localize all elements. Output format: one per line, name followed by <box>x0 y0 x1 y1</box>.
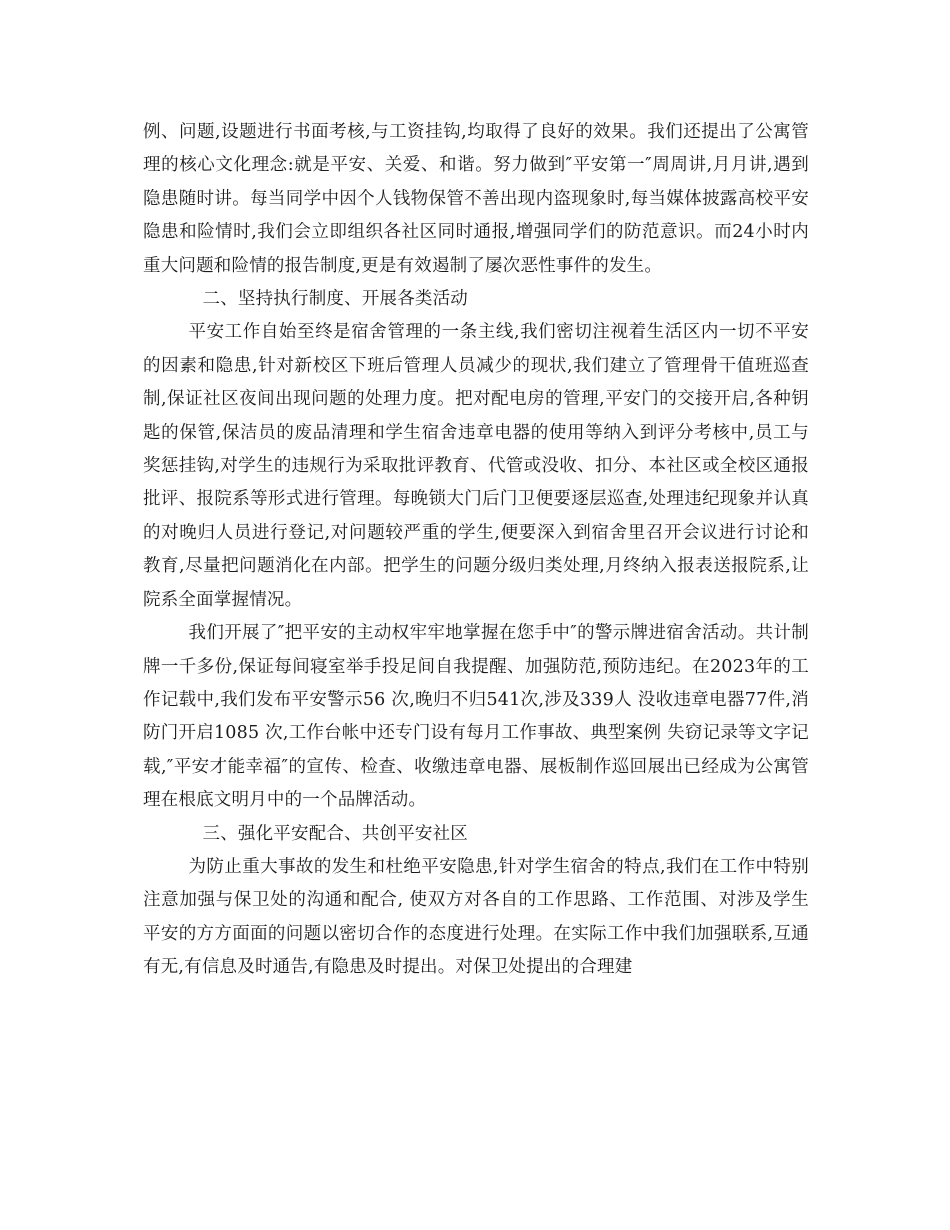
document-body <box>143 116 809 985</box>
section-heading-3: 三、强化平安配合、共创平安社区 <box>202 823 468 844</box>
section-heading-2: 二、坚持执行制度、开展各类活动 <box>202 289 468 310</box>
paragraph-rules-enforcement: 平安工作自始至终是宿舍管理的一条主线,我们密切注视着生活区内一切不平安的因素和隐患,针对新校区下班后管理人员减少的现状,我们建立了管理骨干值班巡查制,保证社区夜间出现问题的处理力度。把对配电房的管理,平安门的交接开启,各种钥匙的保管,保洁员的废品清理和学生宿舍违章电器的使用等纳入到评分考核中,员工与奖惩挂钩,对学生的违规行为采取批评教育、代管或没收、扣分、本社区或全校区通报批评、报院系等形式进行管理。每晚锁大门后门卫便要逐层巡查,处理违纪现象并认真的对晚归人员进行登记,对问题较严重的学生,便要深入到宿舍里召开会议进行讨论和教育,尽量把问题消化在内部。把学生的问题分级归类处理,月终纳入报表送报院系,让院系全面掌握情况。 <box>143 322 809 610</box>
paragraph-warning-sign-activity: 我们开展了″把平安的主动权牢牢地掌握在您手中″的警示牌进宿舍活动。共计制牌一千多份,保证每间寝室举手投足间自我提醒、加强防范,预防违纪。在2023年的工作记载中,我们发布平安警示56 次,晚归不归541次,涉及339人 没收违章电器77件,消防门开启1085 次,工作台帐中还专门设有每月工作事故、典型案例 失窃记录等文字记载,″平安才能幸福″的宣传、检查、收缴违章电器、展板制作巡回展出已经成为公寓管理在根底文明月中的一个品牌活动。 <box>143 623 809 811</box>
paragraph-security-cooperation: 为防止重大事故的发生和杜绝平安隐患,针对学生宿舍的特点,我们在工作中特别注意加强与保卫处的沟通和配合, 使双方对各自的工作思路、工作范围、对涉及学生平安的方方面面的问题以密切合作的态度进行处理。在实际工作中我们加强联系,互通有无,有信息及时通告,有隐患及时提出。对保卫处提出的合理建 <box>143 856 809 978</box>
paragraph-continuation: 例、问题,设题进行书面考核,与工资挂钩,均取得了良好的效果。我们还提出了公寓管理的核心文化理念:就是平安、关爱、和谐。努力做到″平安第一″周周讲,月月讲,遇到隐患随时讲。每当同学中因个人钱物保管不善出现内盗现象时,每当媒体披露高校平安隐患和险情时,我们会立即组织各社区同时通报,增强同学们的防范意识。而24小时内重大问题和险情的报告制度,更是有效遏制了屡次恶性事件的发生。 <box>143 122 809 276</box>
